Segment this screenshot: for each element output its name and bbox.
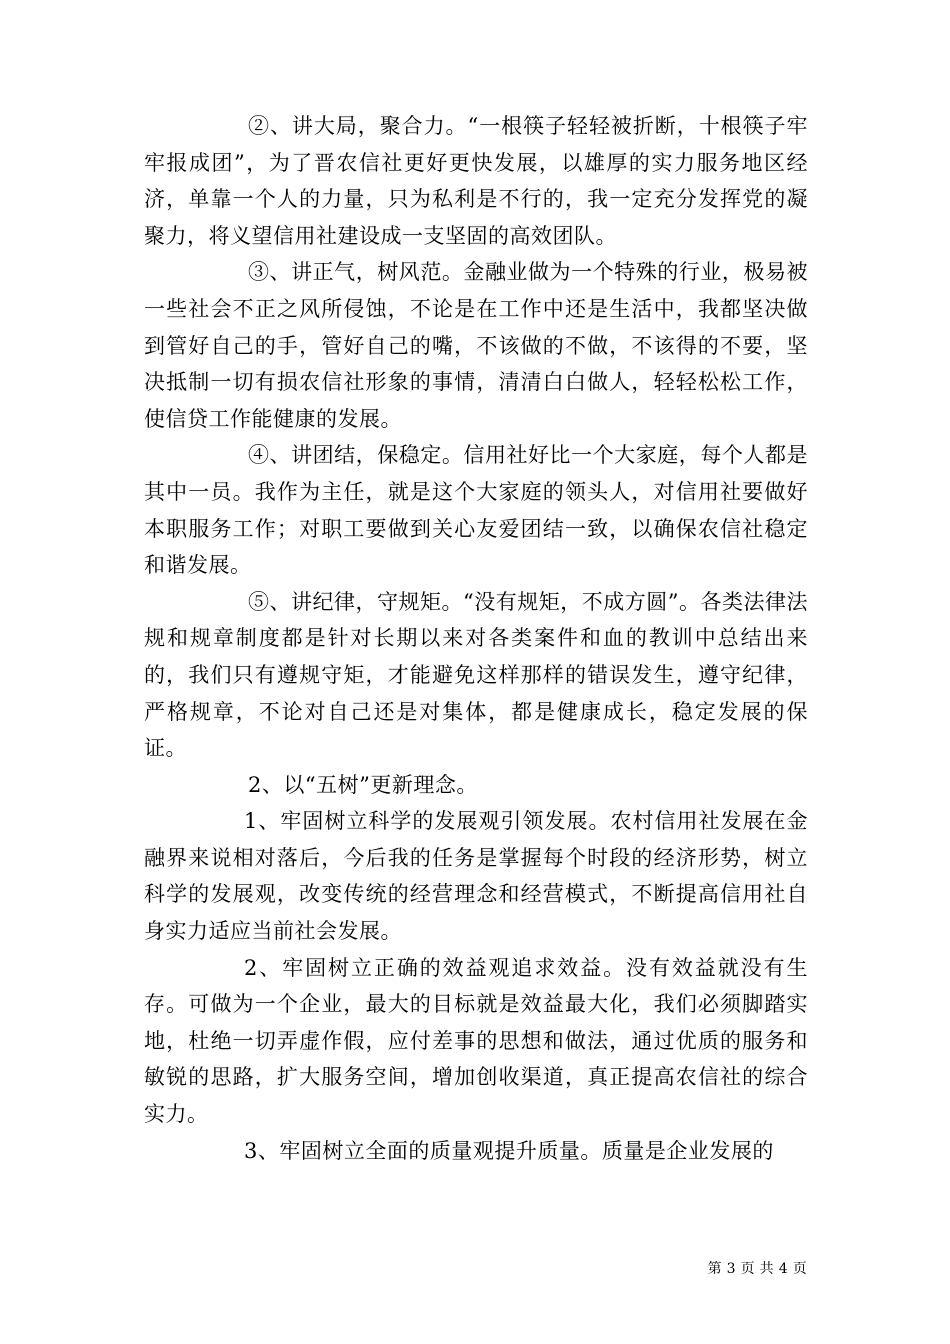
paragraph-tree-1: 1、牢固树立科学的发展观引领发展。农村信用社发展在金融界来说相对落后，今后我的任务是掌握每个时段的经济形势，树立科学的发展观，改变传统的经营理念和经营模式，不断提高信用社自身实力适应当前社会发展。 — [144, 809, 808, 944]
paragraph-point-4: ④、讲团结，保稳定。信用社好比一个大家庭，每个人都是其中一员。我作为主任，就是这个大家庭的领头人，对信用社要做好本职服务工作；对职工要做到关心友爱团结一致，以确保农信社稳定和谐发展。 — [144, 443, 808, 578]
page-number-footer: 第 3 页 共 4 页 — [707, 1261, 807, 1277]
paragraph-tree-3: 3、牢固树立全面的质量观提升质量。质量是企业发展的 — [244, 1138, 774, 1163]
paragraph-point-5: ⑤、讲纪律，守规矩。“没有规矩，不成方圆”。各类法律法规和规章制度都是针对长期以来对各类案件和血的教训中总结出来的，我们只有遵规守矩，才能避免这样那样的错误发生，遵守纪律，严格规章，不论对自己还是对集体，都是健康成长，稳定发展的保证。 — [144, 589, 808, 761]
paragraph-point-3: ③、讲正气，树风范。金融业做为一个特殊的行业，极易被一些社会不正之风所侵蚀，不论是在工作中还是生活中，我都坚决做到管好自己的手，管好自己的嘴，不该做的不做，不该得的不要，坚决抵制一切有损农信社形象的事情，清清白白做人，轻轻松松工作，使信贷工作能健康的发展。 — [144, 260, 808, 431]
paragraph-point-2: ②、讲大局，聚合力。“一根筷子轻轻被折断，十根筷子牢牢报成团”，为了晋农信社更好更快发展，以雄厚的实力服务地区经济，单靠一个人的力量，只为私利是不行的，我一定充分发挥党的凝聚力，将义望信用社建设成一支坚固的高效团队。 — [144, 114, 808, 248]
paragraph-tree-2: 2、牢固树立正确的效益观追求效益。没有效益就没有生存。可做为一个企业，最大的目标就是效益最大化，我们必须脚踏实地，杜绝一切弄虚作假，应付差事的思想和做法，通过优质的服务和敏锐的思路，扩大服务空间，增加创收渠道，真正提高农信社的综合实力。 — [144, 955, 808, 1127]
section-heading-five-trees: 2、以“五树”更新理念。 — [248, 772, 478, 797]
document-body — [144, 108, 808, 1169]
